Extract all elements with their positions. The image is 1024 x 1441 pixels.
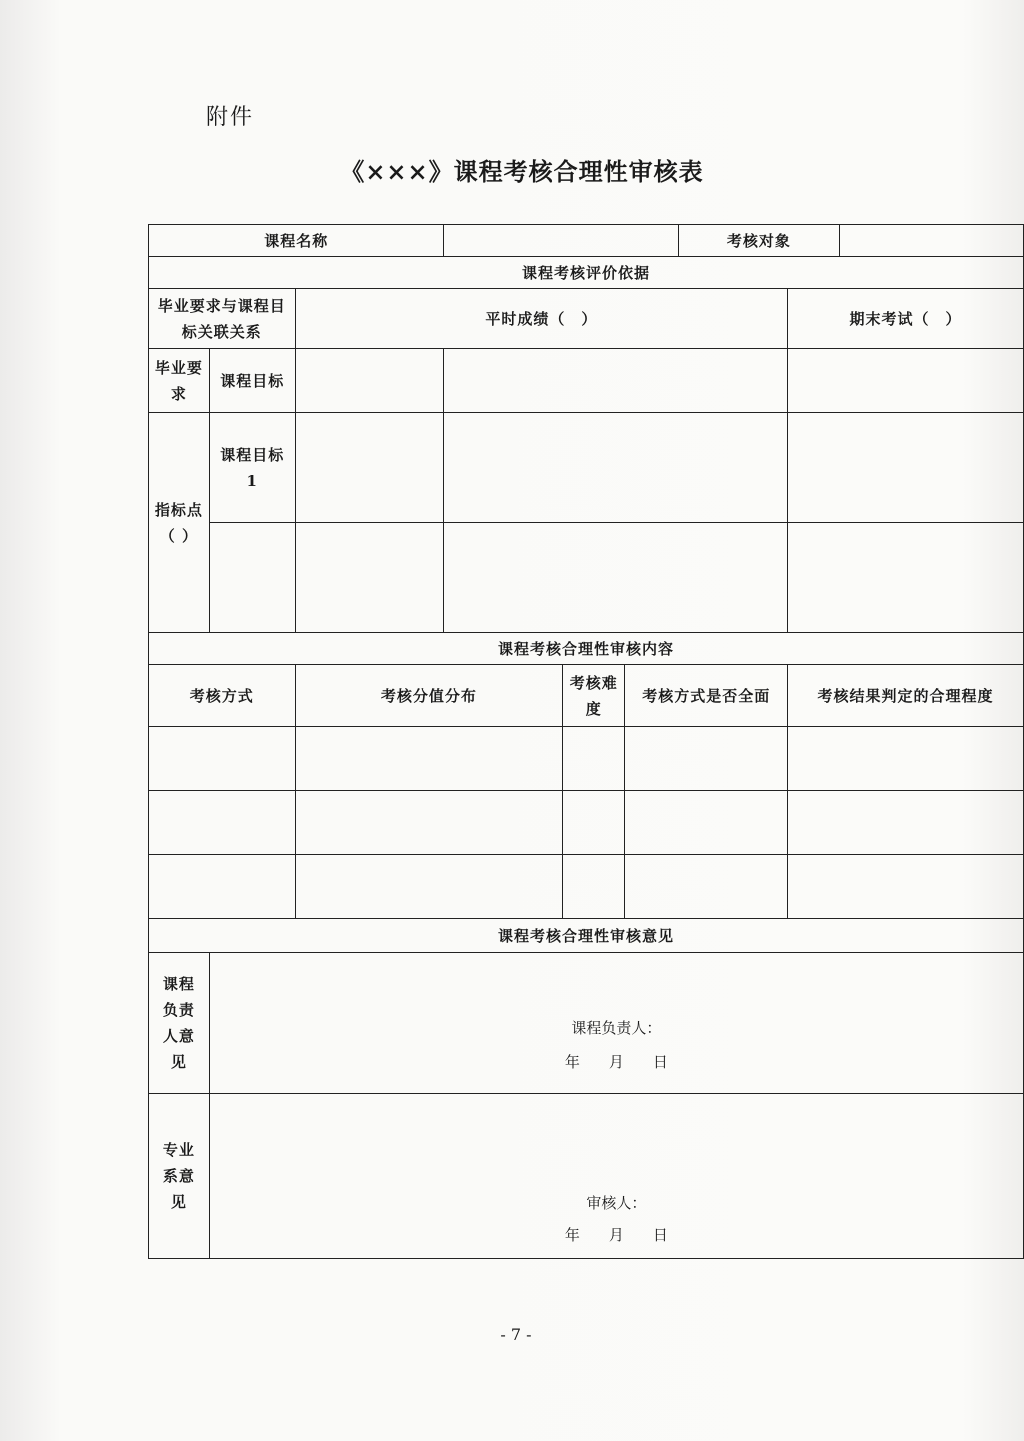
regular-cell-a[interactable] bbox=[295, 349, 444, 413]
attachment-label: 附件 bbox=[206, 105, 255, 130]
difficulty-cell[interactable] bbox=[563, 727, 625, 791]
course-goal-1-label: 课程目标 1 bbox=[209, 413, 295, 523]
course-goal-label: 课程目标 bbox=[209, 349, 295, 413]
section-content-heading: 课程考核合理性审核内容 bbox=[149, 633, 1024, 665]
leader-date: 年 月 日 bbox=[564, 1053, 668, 1071]
leader-opinion-field[interactable] bbox=[209, 953, 1023, 1094]
score-cell[interactable] bbox=[295, 855, 563, 919]
regular-cell-b[interactable] bbox=[444, 349, 788, 413]
relation-label: 毕业要求与课程目标关联关系 bbox=[149, 289, 296, 349]
table-row bbox=[149, 855, 1024, 919]
table-row bbox=[149, 791, 1024, 855]
leader-opinion-label: 课程负责人意见 bbox=[149, 953, 210, 1094]
goal2-final[interactable] bbox=[788, 523, 1024, 633]
judgement-cell[interactable] bbox=[788, 727, 1024, 791]
goal1-regular-b[interactable] bbox=[444, 413, 788, 523]
review-form-table bbox=[148, 224, 1024, 1259]
table-row bbox=[149, 727, 1024, 791]
goal1-regular-a[interactable] bbox=[295, 413, 444, 523]
page-number: - 7 - bbox=[500, 1325, 532, 1344]
course-name-label: 课程名称 bbox=[149, 225, 444, 257]
regular-score-label: 平时成绩（ ） bbox=[295, 289, 787, 349]
col-judgement: 考核结果判定的合理程度 bbox=[788, 665, 1024, 727]
col-method: 考核方式 bbox=[149, 665, 296, 727]
col-difficulty: 考核难度 bbox=[563, 665, 625, 727]
target-label: 考核对象 bbox=[678, 225, 839, 257]
judgement-cell[interactable] bbox=[788, 855, 1024, 919]
goal2-regular-b[interactable] bbox=[444, 523, 788, 633]
goal2-label-cell[interactable] bbox=[209, 523, 295, 633]
difficulty-cell[interactable] bbox=[563, 855, 625, 919]
method-cell[interactable] bbox=[149, 791, 296, 855]
target-field[interactable] bbox=[840, 225, 1024, 257]
page-title: 《×××》课程考核合理性审核表 bbox=[340, 157, 704, 186]
reviewer-signature-label: 审核人： bbox=[586, 1194, 647, 1212]
col-comprehensive: 考核方式是否全面 bbox=[625, 665, 788, 727]
dept-opinion-label: 专业系意见 bbox=[149, 1094, 210, 1259]
comprehensive-cell[interactable] bbox=[625, 855, 788, 919]
comprehensive-cell[interactable] bbox=[625, 791, 788, 855]
difficulty-cell[interactable] bbox=[563, 791, 625, 855]
final-cell[interactable] bbox=[788, 349, 1024, 413]
method-cell[interactable] bbox=[149, 727, 296, 791]
goal2-regular-a[interactable] bbox=[295, 523, 444, 633]
method-cell[interactable] bbox=[149, 855, 296, 919]
dept-opinion-field[interactable] bbox=[209, 1094, 1023, 1259]
score-cell[interactable] bbox=[295, 791, 563, 855]
grad-req-label: 毕业要求 bbox=[149, 349, 210, 413]
section-basis-heading: 课程考核评价依据 bbox=[149, 257, 1024, 289]
score-cell[interactable] bbox=[295, 727, 563, 791]
col-score-distribution: 考核分值分布 bbox=[295, 665, 563, 727]
indicator-label: 指标点（ ） bbox=[149, 413, 210, 633]
course-name-field[interactable] bbox=[444, 225, 678, 257]
final-exam-label: 期末考试（ ） bbox=[788, 289, 1024, 349]
section-opinion-heading: 课程考核合理性审核意见 bbox=[149, 919, 1024, 953]
leader-signature-label: 课程负责人： bbox=[571, 1019, 662, 1037]
judgement-cell[interactable] bbox=[788, 791, 1024, 855]
goal1-final[interactable] bbox=[788, 413, 1024, 523]
comprehensive-cell[interactable] bbox=[625, 727, 788, 791]
reviewer-date: 年 月 日 bbox=[564, 1226, 668, 1244]
